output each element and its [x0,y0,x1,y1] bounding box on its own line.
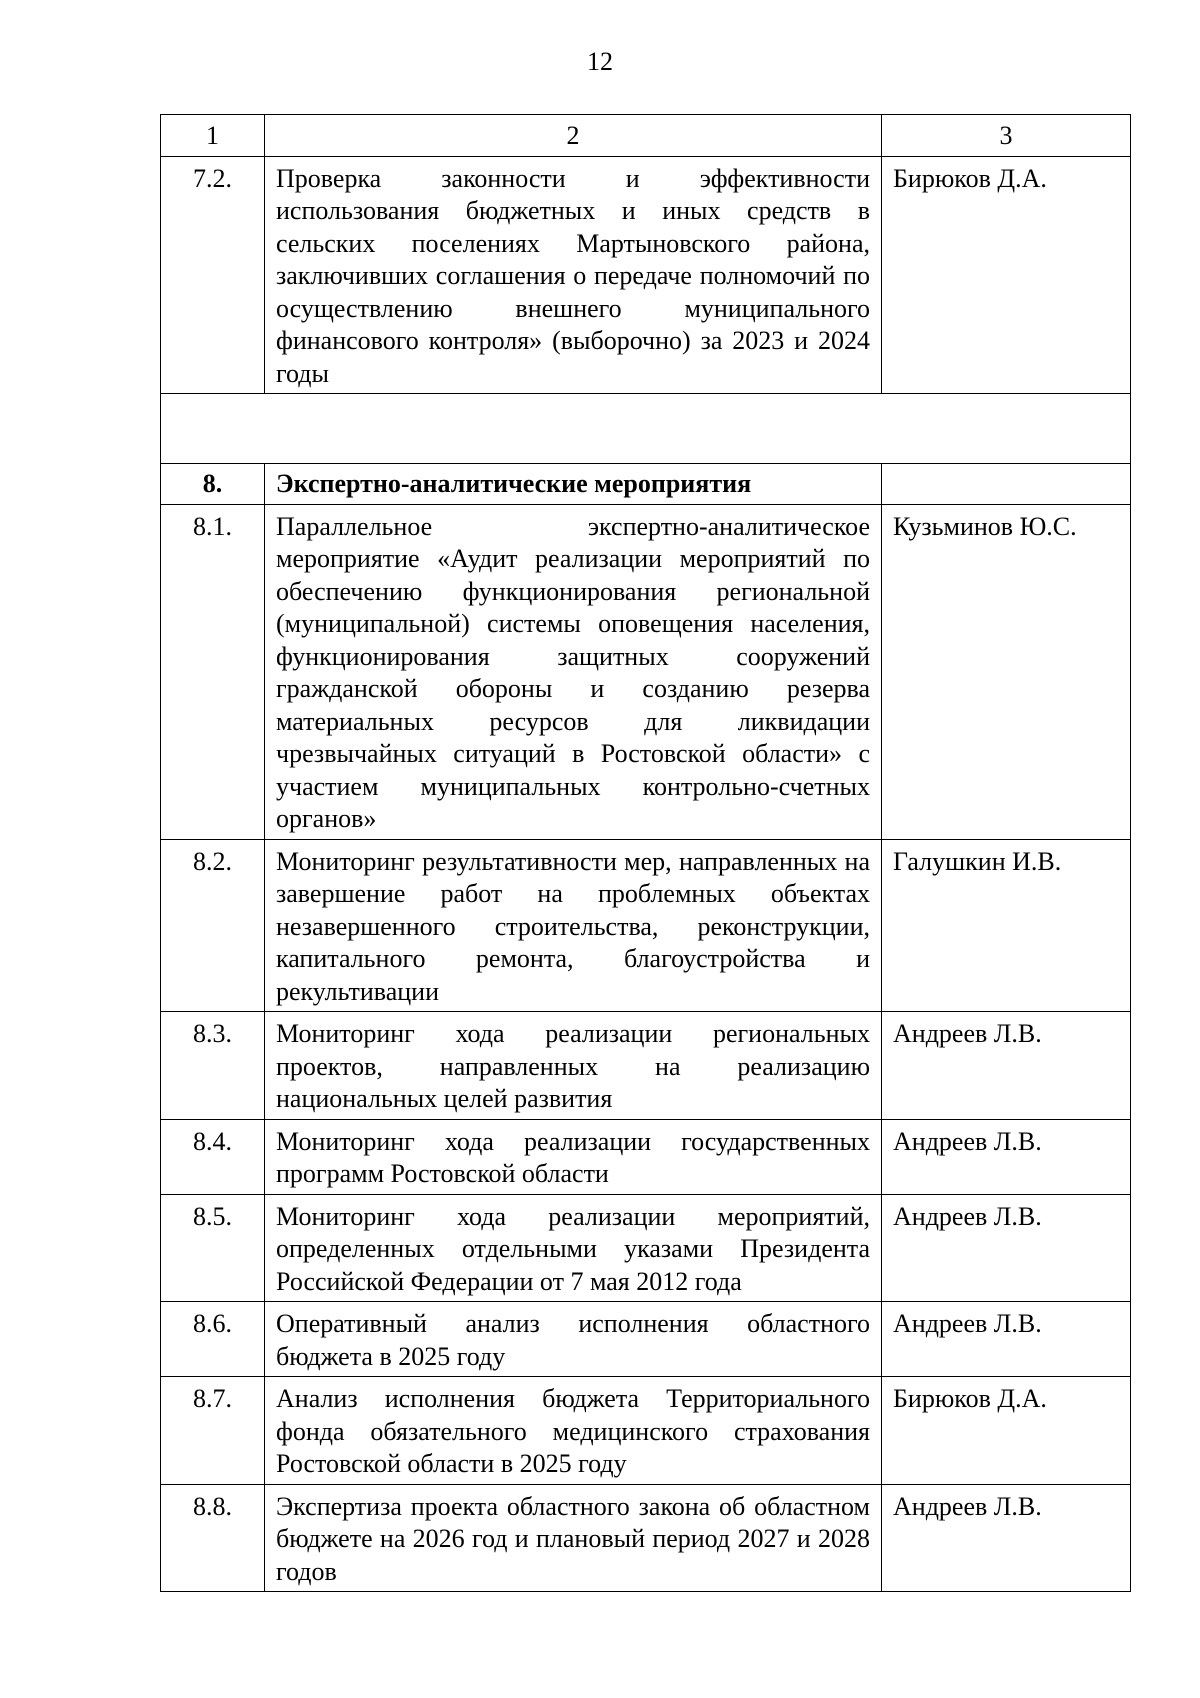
table-header-row [161,115,1131,157]
table-row [161,1377,1131,1485]
item-number: 8.8. [161,1484,265,1592]
table-row [161,1302,1131,1377]
empty-cell [161,394,1131,464]
section-empty-cell [882,464,1131,505]
item-description: Проверка законности и эффективности использования бюджетных и иных средств в сельских поселениях Мартыновского района, заключивших соглашения о передаче полномочий по осуществлению внешнего муниципального финансового контроля» (выборочно) за 2023 и 2024 годы [265,156,882,394]
item-number: 7.2. [161,156,265,394]
item-responsible: Андреев Л.В. [882,1302,1131,1377]
item-number: 8.1. [161,504,265,839]
item-responsible: Галушкин И.В. [882,839,1131,1012]
item-responsible: Андреев Л.В. [882,1194,1131,1302]
item-responsible: Андреев Л.В. [882,1012,1131,1120]
item-description: Мониторинг результативности мер, направленных на завершение работ на проблемных объектах незавершенного строительства, реконструкции, капитального ремонта, благоустройства и рекультивации [265,839,882,1012]
item-description: Оперативный анализ исполнения областного бюджета в 2025 году [265,1302,882,1377]
table-row [161,1484,1131,1592]
item-number: 8.3. [161,1012,265,1120]
item-responsible: Бирюков Д.А. [882,1377,1131,1485]
item-description: Экспертиза проекта областного закона об областном бюджете на 2026 год и плановый период 2027 и 2028 годов [265,1484,882,1592]
table-row [161,504,1131,839]
section-heading-row [161,464,1131,505]
item-description: Мониторинг хода реализации государственных программ Ростовской области [265,1119,882,1194]
item-number: 8.5. [161,1194,265,1302]
table-row [161,1012,1131,1120]
item-description: Мониторинг хода реализации региональных проектов, направленных на реализацию национальных целей развития [265,1012,882,1120]
column-number-3: 3 [882,115,1131,157]
item-description: Анализ исполнения бюджета Территориального фонда обязательного медицинского страхования Ростовской области в 2025 году [265,1377,882,1485]
empty-row [161,394,1131,464]
item-responsible: Кузьминов Ю.С. [882,504,1131,839]
section-number: 8. [161,464,265,505]
item-number: 8.6. [161,1302,265,1377]
section-title: Экспертно-аналитические мероприятия [265,464,882,505]
item-number: 8.2. [161,839,265,1012]
item-number: 8.7. [161,1377,265,1485]
table-row [161,1119,1131,1194]
item-responsible: Андреев Л.В. [882,1119,1131,1194]
item-number: 8.4. [161,1119,265,1194]
plan-table [160,114,1131,1592]
item-responsible: Бирюков Д.А. [882,156,1131,394]
column-number-2: 2 [265,115,882,157]
table-row [161,839,1131,1012]
item-responsible: Андреев Л.В. [882,1484,1131,1592]
item-description: Мониторинг хода реализации мероприятий, определенных отдельными указами Президента Российской Федерации от 7 мая 2012 года [265,1194,882,1302]
table-row [161,1194,1131,1302]
page-number: 12 [587,47,613,76]
column-number-1: 1 [161,115,265,157]
table-row [161,156,1131,394]
item-description: Параллельное экспертно-аналитическое мероприятие «Аудит реализации мероприятий по обеспечению функционирования региональной (муниципальной) системы оповещения населения, функционирования защитных сооружений гражданской обороны и созданию резерва материальных ресурсов для ликвидации чрезвычайных ситуаций в Ростовской области» с участием муниципальных контрольно-счетных органов» [265,504,882,839]
